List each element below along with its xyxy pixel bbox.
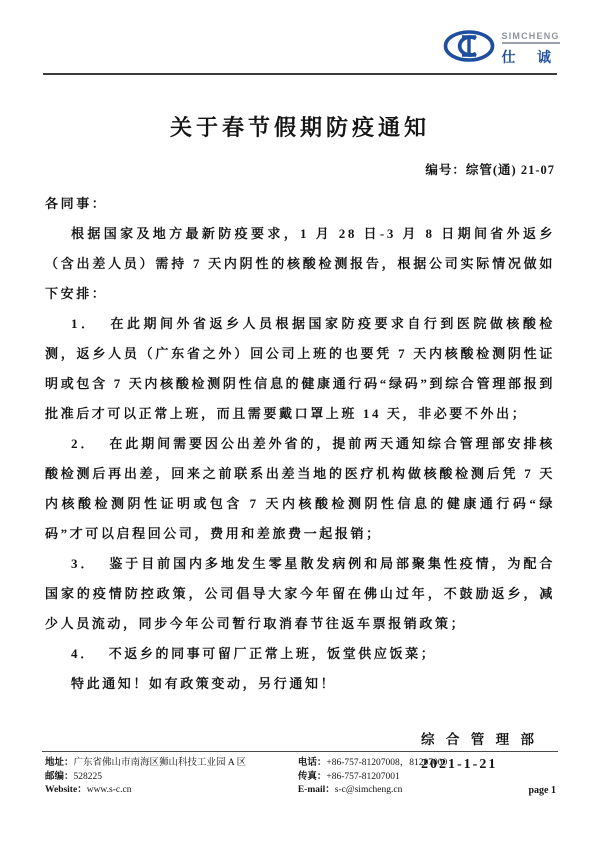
company-name-block [502,31,561,67]
brand-name-chinese: 仕 诚 [501,50,560,66]
postcode-row [45,771,298,785]
address-row [45,757,298,771]
brand-name-english: SIMCHENG [502,31,560,44]
contact-footer [42,751,558,798]
phone-row [298,757,529,771]
website-row [45,784,298,798]
intro-paragraph: 根据国家及地方最新防疫要求，1 月 28 日-3 月 8 日期间省外返乡（含出差人员）需持 7 天内阴性的核酸检测报告，根据公司实际情况做如下安排： [45,226,555,301]
notice-title: 关于春节假期防疫通知 [169,115,430,140]
address-value: 广东省佛山市南海区狮山科技工业园 A 区 [73,758,247,768]
email-value: s-c@simcheng.cn [334,785,403,795]
company-logo-mark-icon [443,29,495,68]
notice-item-3 [45,549,555,639]
phone-label: 电话： [297,758,327,768]
letterhead-header [0,0,600,68]
signature-date: 2021-1-21 [421,757,498,772]
notice-item-1 [45,309,555,429]
website-value: www.s-c.cn [86,785,132,795]
notice-item-4 [45,639,555,669]
document-number: 编号：综管(通) 21-07 [425,163,555,177]
email-row [298,784,529,798]
notice-item-2 [45,429,555,549]
item-text: 不返乡的同事可留厂正常上班，饭堂供应饭菜； [108,646,437,661]
item-text: 在此期间需要因公出差外省的，提前两天通知综合管理部安排核酸检测后再出差，回来之前联系出差当地的医疗机构做核酸检测后凭 7 天内核酸检测阴性证明或包含 7 天内核酸检测阴性信息的健康通行码“绿码”才可以启程回公司，费用和差旅费一起报销； [45,436,555,541]
item-number: 3． [71,556,97,571]
closing-paragraph: 特此通知！如有政策变动，另行通知！ [71,676,337,691]
item-number: 4． [71,646,96,661]
fax-row [298,771,529,785]
address-label: 地址： [45,758,74,768]
notice-body [45,189,555,699]
company-logo [443,29,561,68]
item-text: 在此期间外省返乡人员根据国家防疫要求自行到医院做核酸检测，返乡人员（广东省之外）回公司上班的也要凭 7 天内核酸检测阴性证明或包含 7 天内核酸检测阴性信息的健康通行码“绿码”到综合管理部报到批准后才可以正常上班，而且需要戴口罩上班 14 天，非必要不外出； [45,316,556,421]
website-label: Website： [45,785,87,795]
item-number: 2． [71,436,97,451]
postcode-value: 528225 [73,771,103,782]
salutation: 各同事： [45,196,108,211]
footer-right-column [298,757,529,798]
header-divider [43,73,557,75]
item-text: 鉴于目前国内多地发生零星散发病例和局部聚集性疫情，为配合国家的疫情防控政策，公司倡导大家今年留在佛山过年，不鼓励返乡，减少人员流动，同步今年公司暂行取消春节往返车票报销政策； [45,556,555,631]
postcode-label: 邮编： [45,771,74,782]
fax-label: 传真： [297,771,327,782]
page-number: page 1 [528,785,556,796]
fax-value: +86-757-81207001 [326,771,400,782]
phone-value: +86-757-81207008，81207000 [326,758,448,768]
footer-left-column [42,757,298,798]
item-number: 1． [71,316,98,331]
signature-department: 综 合 管 理 部 [421,732,538,747]
email-label: E-mail： [297,785,335,795]
